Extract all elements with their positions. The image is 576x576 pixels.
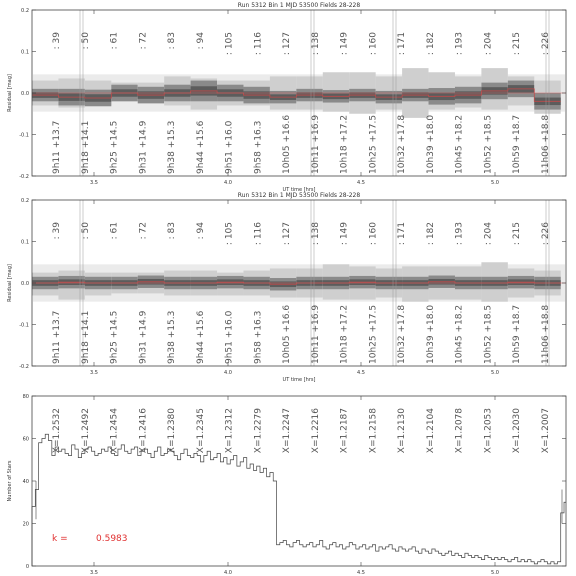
x-tick-label: 4.0 (224, 180, 232, 186)
field-label: : 105 (224, 32, 235, 56)
field-label: : 226 (541, 222, 551, 246)
y-axis-label: Residual [mag] (7, 74, 13, 112)
y-tick-label: 80 (22, 394, 29, 400)
field-label: : 83 (167, 222, 178, 240)
airmass-label: X=1.2416 (138, 408, 149, 454)
field-label: : 127 (282, 32, 293, 56)
time-label: 9h38 +15.3 (167, 120, 178, 174)
field-label: : 39 (52, 32, 62, 50)
field-label: : 226 (541, 32, 551, 56)
airmass-label: X=1.2454 (109, 408, 120, 454)
field-label: : 94 (195, 222, 206, 240)
field-label: : 171 (397, 32, 408, 56)
time-label: 9h11 +13.7 (52, 310, 62, 364)
field-label: : 204 (483, 32, 494, 56)
time-label: 9h11 +13.7 (52, 120, 62, 174)
field-label: : 138 (310, 222, 321, 246)
y-axis-label: Number of Stars (7, 460, 13, 502)
y-tick-label: -0.2 (19, 174, 29, 180)
time-label: 10h52 +18.5 (483, 304, 494, 364)
field-label: : 204 (483, 222, 494, 246)
time-label: 9h51 +16.0 (224, 310, 235, 364)
time-label: 10h05 +16.6 (282, 114, 293, 174)
panel-title: Run 5312 Bin 1 MJD 53500 Fields 28-228 (237, 192, 361, 199)
y-tick-label: 20 (22, 521, 29, 528)
field-label: : 50 (80, 32, 91, 50)
x-tick-label: 5.0 (491, 180, 499, 186)
field-label: : 116 (253, 222, 264, 246)
time-label: 10h45 +18.2 (454, 114, 465, 174)
field-label: : 193 (454, 32, 465, 56)
airmass-label: X=1.2216 (310, 408, 321, 454)
x-tick-label: 5.0 (491, 370, 499, 376)
y-tick-label: 0.1 (21, 239, 29, 246)
time-label: 9h58 +16.3 (253, 310, 264, 364)
airmass-label: X=1.2532 (52, 408, 62, 454)
x-tick-label: 3.5 (90, 570, 98, 576)
star-count-panel (7, 394, 566, 576)
time-label: 10h32 +17.8 (397, 304, 408, 364)
field-label: : 61 (109, 222, 120, 240)
field-label: : 160 (368, 32, 379, 56)
field-label: : 149 (339, 222, 350, 246)
field-label: : 105 (224, 222, 235, 246)
k-label: k = (52, 534, 68, 544)
time-label: 11h06 +18.8 (541, 114, 551, 174)
airmass-label: X=1.2187 (339, 408, 350, 454)
y-tick-label: -0.1 (19, 132, 29, 139)
field-label: : 83 (167, 32, 178, 50)
y-tick-label: 0.1 (21, 49, 29, 56)
field-label: : 94 (195, 32, 206, 50)
time-label: 10h25 +17.5 (368, 114, 379, 174)
time-label: 9h18 +14.1 (80, 310, 91, 364)
x-tick-label: 3.5 (90, 180, 98, 186)
time-label: 11h06 +18.8 (541, 304, 551, 364)
time-label: 10h39 +18.0 (425, 114, 436, 174)
y-tick-label: 0 (25, 564, 29, 570)
airmass-label: X=1.2030 (512, 408, 523, 454)
airmass-label: X=1.2104 (425, 408, 436, 454)
x-tick-label: 4.0 (224, 370, 232, 376)
field-label: : 193 (454, 222, 465, 246)
x-tick-label: 4.5 (357, 370, 365, 376)
field-label: : 72 (138, 222, 149, 240)
airmass-label: X=1.2279 (253, 408, 264, 454)
field-label: : 50 (80, 222, 91, 240)
field-label: : 138 (310, 32, 321, 56)
time-label: 9h58 +16.3 (253, 120, 264, 174)
time-label: 9h31 +14.9 (138, 120, 149, 174)
time-label: 9h25 +14.5 (109, 310, 120, 364)
x-axis-label: UT time [hrs] (282, 187, 316, 193)
field-label: : 215 (512, 32, 523, 56)
y-tick-label: 60 (22, 436, 29, 443)
airmass-label: X=1.2312 (224, 408, 235, 454)
field-label: : 116 (253, 32, 264, 56)
residual-panel-top (7, 2, 566, 193)
time-label: 9h38 +15.3 (167, 310, 178, 364)
field-label: : 39 (52, 222, 62, 240)
k-value: 0.5983 (96, 534, 128, 544)
residual-panel-middle (7, 192, 566, 383)
airmass-label: X=1.2492 (80, 408, 91, 454)
y-tick-label: 0.0 (21, 91, 29, 97)
time-label: 9h18 +14.1 (80, 120, 91, 174)
x-tick-label: 5.0 (491, 570, 499, 576)
y-tick-label: 40 (22, 479, 29, 485)
field-label: : 182 (425, 222, 436, 246)
time-label: 9h44 +15.6 (195, 120, 206, 174)
panel-title: Run 5312 Bin 1 MJD 53500 Fields 28-228 (237, 2, 361, 9)
airmass-label: X=1.2053 (483, 408, 494, 454)
time-label: 10h32 +17.8 (397, 114, 408, 174)
airmass-label: X=1.2380 (167, 408, 178, 454)
y-axis-label: Residual [mag] (7, 264, 13, 302)
airmass-label: X=1.2007 (541, 408, 551, 454)
time-label: 10h25 +17.5 (368, 304, 379, 364)
y-tick-label: 0.2 (21, 198, 29, 204)
time-label: 10h05 +16.6 (282, 304, 293, 364)
airmass-label: X=1.2158 (368, 408, 379, 454)
time-label: 10h52 +18.5 (483, 114, 494, 174)
x-axis-label: UT time [hrs] (282, 377, 316, 383)
time-label: 10h11 +16.9 (310, 304, 321, 364)
y-tick-label: -0.1 (19, 322, 29, 329)
y-tick-label: -0.2 (19, 364, 29, 370)
y-tick-label: 0.2 (21, 8, 29, 14)
time-label: 10h59 +18.7 (512, 304, 523, 364)
airmass-label: X=1.2345 (195, 408, 206, 454)
field-label: : 61 (109, 32, 120, 50)
time-label: 9h44 +15.6 (195, 310, 206, 364)
time-label: 10h59 +18.7 (512, 114, 523, 174)
field-label: : 149 (339, 32, 350, 56)
airmass-label: X=1.2078 (454, 408, 465, 454)
time-label: 10h45 +18.2 (454, 304, 465, 364)
field-label: : 215 (512, 222, 523, 246)
field-label: : 182 (425, 32, 436, 56)
time-label: 10h18 +17.2 (339, 114, 350, 174)
field-label: : 171 (397, 222, 408, 246)
airmass-label: X=1.2247 (282, 408, 293, 454)
time-label: 9h25 +14.5 (109, 120, 120, 174)
airmass-label: X=1.2130 (397, 408, 408, 454)
time-label: 10h39 +18.0 (425, 304, 436, 364)
x-tick-label: 4.5 (357, 570, 365, 576)
y-tick-label: 0.0 (21, 281, 29, 287)
field-label: : 160 (368, 222, 379, 246)
x-tick-label: 3.5 (90, 370, 98, 376)
x-tick-label: 4.5 (357, 180, 365, 186)
field-label: : 72 (138, 32, 149, 50)
time-label: 9h31 +14.9 (138, 310, 149, 364)
field-label: : 127 (282, 222, 293, 246)
time-label: 10h11 +16.9 (310, 114, 321, 174)
x-tick-label: 4.0 (224, 570, 232, 576)
time-label: 9h51 +16.0 (224, 120, 235, 174)
time-label: 10h18 +17.2 (339, 304, 350, 364)
